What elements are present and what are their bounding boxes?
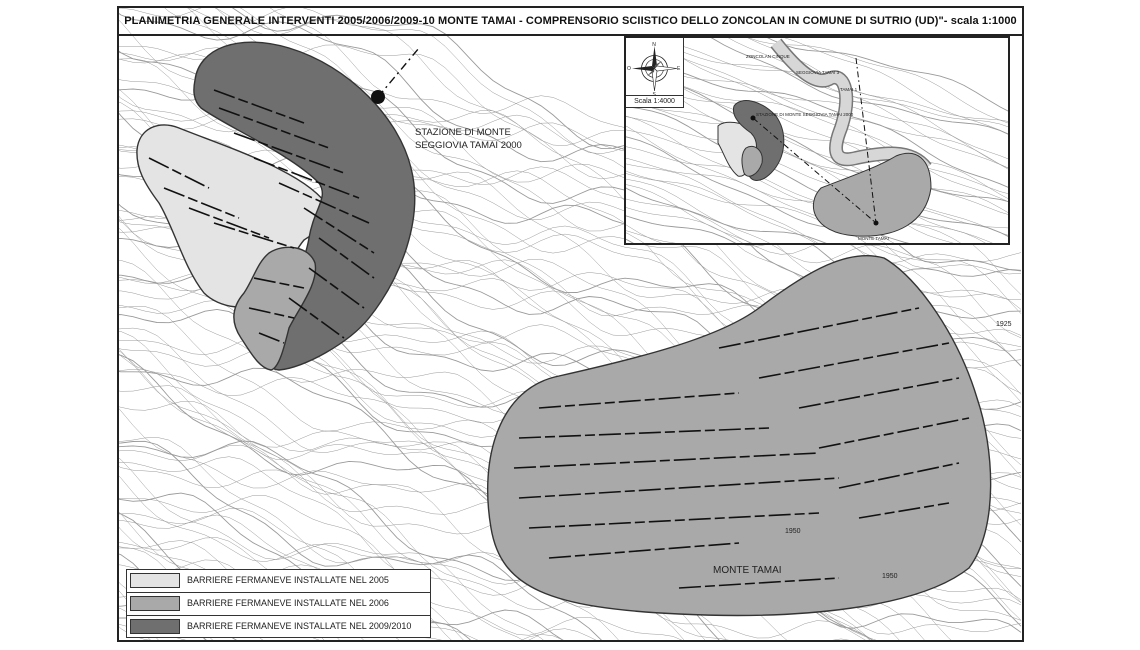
inset-label-zoncolan: ZONCOLAN CINQUE [746, 54, 790, 59]
legend-swatch-2005 [130, 573, 180, 588]
contour-line [626, 121, 1008, 243]
legend-row-2006 [127, 593, 430, 616]
compass-o: O [627, 66, 631, 72]
map-title: PLANIMETRIA GENERALE INTERVENTI 2005/2006/2009-10 MONTE TAMAI - COMPRENSORIO SCIISTICO DELLO ZONCOLAN IN COMUNE DI SUTRIO (UD)"- scala 1:1000 [124, 15, 1017, 27]
contour-label-1950-a: 1950 [785, 528, 801, 535]
compass-box [626, 38, 684, 108]
legend [126, 569, 431, 638]
inset-summit-marker [874, 221, 879, 226]
contour-label-1950-b: 1950 [882, 573, 898, 580]
inset-label-station: STAZIONE DI MONTE SEGGIOVIA TAMAI 2000 [756, 112, 854, 117]
legend-label-2005: BARRIERE FERMANEVE INSTALLATE NEL 2005 [187, 575, 389, 585]
legend-swatch-2009-2010 [130, 619, 180, 634]
compass-n: N [652, 42, 656, 48]
compass-e: E [677, 66, 681, 72]
contour-label-1925: 1925 [996, 321, 1012, 328]
title-bar [119, 8, 1022, 36]
contour-line [626, 135, 1008, 243]
inset-label-seggiovia: SEGGIOVIA TAMAI 3 [796, 70, 840, 75]
station-label-line2: SEGGIOVIA TAMAI 2000 [415, 140, 522, 151]
legend-row-2009-2010 [127, 616, 430, 639]
compass-s: S [652, 92, 656, 97]
legend-row-2005 [127, 570, 430, 593]
legend-swatch-2006 [130, 596, 180, 611]
compass-rose-icon [626, 40, 683, 97]
contour-line [626, 228, 1008, 243]
inset-map [624, 36, 1010, 245]
station-label-line1: STAZIONE DI MONTE [415, 127, 511, 138]
inset-label-tamai1: TAMAI 1 [840, 87, 858, 92]
contour-line [626, 114, 1008, 243]
map-frame [117, 6, 1024, 642]
legend-label-2006: BARRIERE FERMANEVE INSTALLATE NEL 2006 [187, 598, 389, 608]
inset-label-monte-tamai: MONTE TAMAI [858, 236, 889, 241]
contour-line [626, 235, 1008, 243]
chairlift-station-marker [371, 90, 385, 104]
monte-tamai-label: MONTE TAMAI [713, 565, 782, 576]
legend-label-2009-2010: BARRIERE FERMANEVE INSTALLATE NEL 2009/2010 [187, 621, 412, 631]
inset-scale: Scala 1:4000 [626, 95, 683, 107]
inset-road-fill [776, 43, 926, 168]
inset-station-marker [751, 116, 756, 121]
contour-line [626, 228, 1008, 243]
